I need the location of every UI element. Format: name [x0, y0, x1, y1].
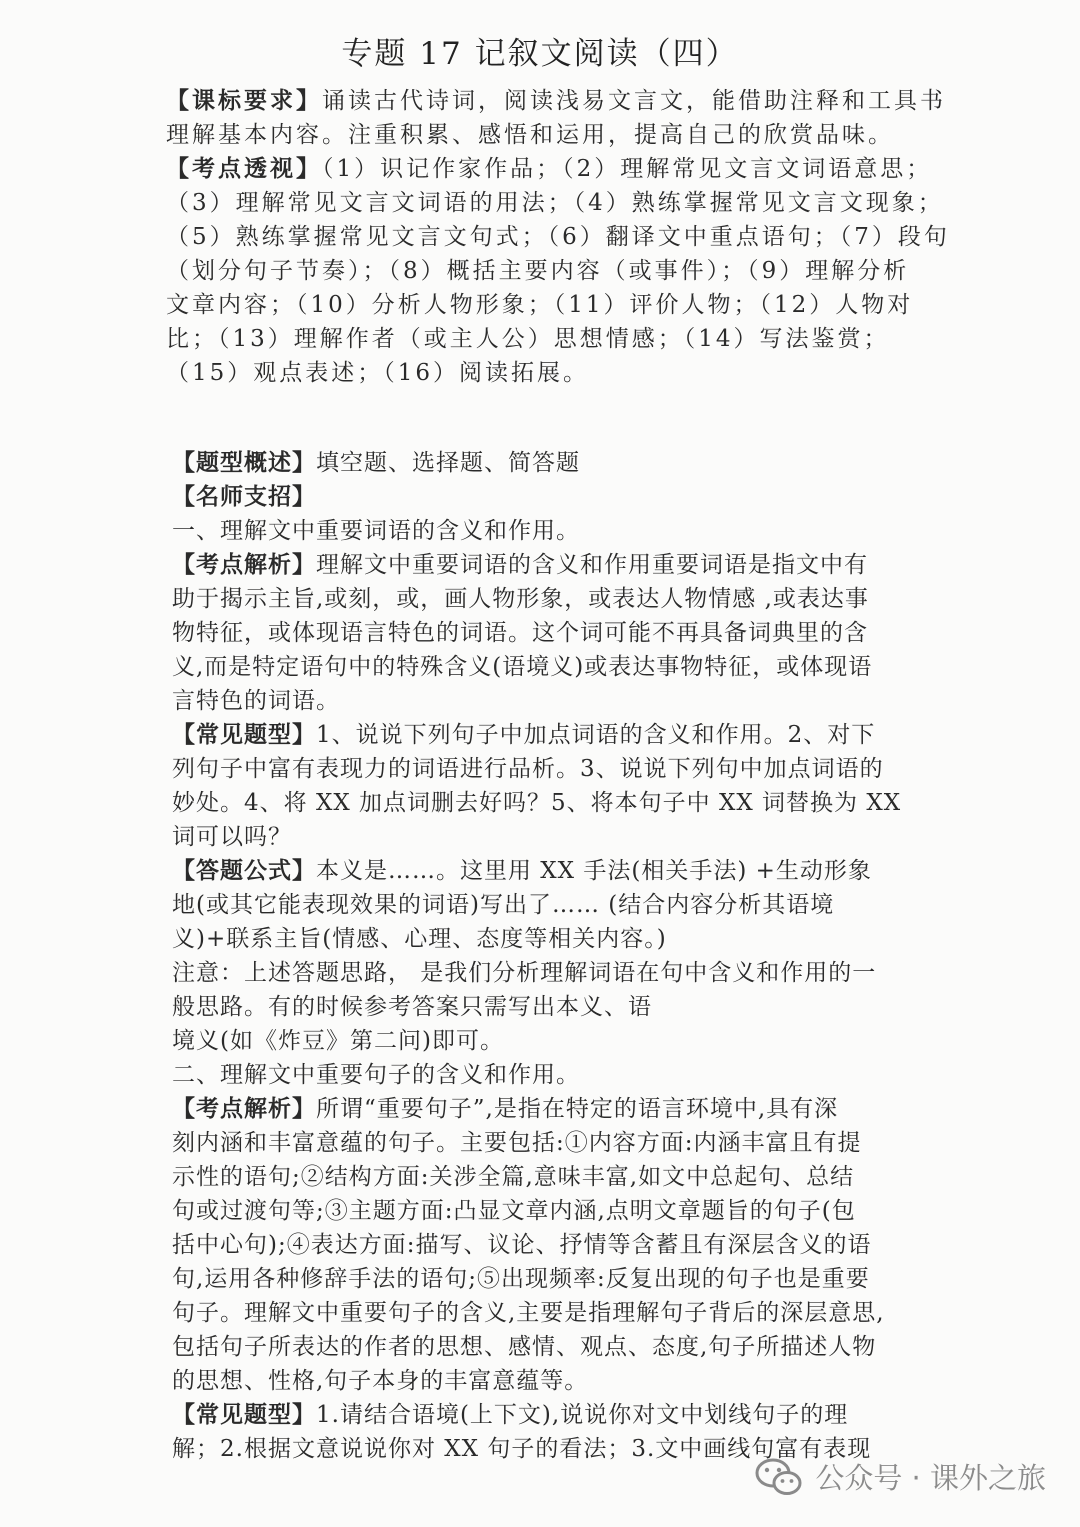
line-text: 境义(如《炸豆》第二问)即可。 — [172, 1028, 504, 1054]
intro-line — [166, 288, 950, 322]
body-line — [172, 684, 901, 718]
line-text: （3）理解常见文言文词语的用法；（4）熟练掌握常见文言文现象； — [166, 190, 944, 216]
body-line — [172, 446, 901, 480]
intro-line — [166, 322, 950, 356]
line-text: （划分句子节奏）；（8）概括主要内容（或事件）；（9）理解分析 — [166, 258, 910, 284]
line-text: 注意：上述答题思路， 是我们分析理解词语在句中含义和作用的一 — [172, 960, 877, 986]
line-text: 理解基本内容。注重积累、感悟和运用，提高自己的欣赏品味。 — [166, 122, 894, 148]
line-text: 解；2.根据文意说说你对 XX 句子的看法；3.文中画线句富有表现 — [172, 1436, 872, 1462]
line-text: 妙处。4、将 XX 加点词删去好吗？5、将本句子中 XX 词替换为 XX — [172, 790, 902, 816]
intro-line — [166, 254, 950, 288]
document-title: 专题 17 记叙文阅读（四） — [341, 36, 739, 72]
section-heading: 【课标要求】 — [166, 87, 322, 114]
line-text: 刻内涵和丰富意蕴的句子。主要包括:①内容方面:内涵丰富且有提 — [172, 1130, 862, 1156]
body-line — [172, 1092, 901, 1126]
body-line — [172, 1058, 901, 1092]
section-heading: 【常见题型】 — [172, 721, 316, 748]
line-text: 句,运用各种修辞手法的语句;⑤出现频率:反复出现的句子也是重要 — [172, 1266, 870, 1292]
line-text: 义)+联系主旨(情感、心理、态度等相关内容。) — [172, 926, 667, 952]
section-heading: 【常见题型】 — [172, 1401, 316, 1428]
body-line — [172, 1228, 901, 1262]
body-line — [172, 1398, 901, 1432]
line-text: 地(或其它能表现效果的词语)写出了…… (结合内容分析其语境 — [172, 892, 835, 918]
line-text: （15）观点表述；（16）阅读拓展。 — [166, 360, 590, 386]
line-text: 言特色的词语。 — [172, 688, 340, 714]
line-text: 一、理解文中重要词语的含义和作用。 — [172, 518, 580, 544]
line-text: 填空题、选择题、简答题 — [316, 450, 580, 476]
body-line — [172, 922, 901, 956]
line-text: （5）熟练掌握常见文言文句式；（6）翻译文中重点语句；（7）段句 — [166, 224, 950, 250]
intro-line — [166, 356, 950, 390]
watermark — [755, 1456, 1046, 1497]
section-heading: 【名师支招】 — [172, 483, 316, 510]
line-text: 1、说说下列句子中加点词语的含义和作用。2、对下 — [316, 722, 876, 748]
intro-line — [166, 84, 950, 118]
line-text: 助于揭示主旨,或刻，或，画人物形象，或表达人物情感 ,或表达事 — [172, 586, 869, 612]
line-text: 1.请结合语境(上下文),说说你对文中划线句子的理 — [316, 1402, 849, 1428]
line-text: 诵读古代诗词，阅读浅易文言文，能借助注释和工具书 — [322, 88, 946, 114]
section-heading: 【考点解析】 — [172, 551, 316, 578]
body-line — [172, 480, 901, 514]
line-text: 比；（13）理解作者（或主人公）思想情感；（14）写法鉴赏； — [166, 326, 890, 352]
line-text: 义,而是特定语句中的特殊含义(语境义)或表达事物特征，或体现语 — [172, 654, 873, 680]
section-heading: 【考点解析】 — [172, 1095, 316, 1122]
line-text: 列句子中富有表现力的词语进行品析。3、说说下列句中加点词语的 — [172, 756, 884, 782]
line-text: （1）识记作家作品；（2）理解常见文言文词语意思； — [322, 156, 933, 182]
body-line — [172, 1296, 901, 1330]
line-text: 词可以吗？ — [172, 824, 292, 850]
intro-line — [166, 220, 950, 254]
line-text: 所谓“重要句子”,是指在特定的语言环境中,具有深 — [316, 1096, 839, 1122]
line-text: 包括句子所表达的作者的思想、感情、观点、态度,句子所描述人物 — [172, 1334, 877, 1360]
body-line — [172, 786, 901, 820]
body-line — [172, 514, 901, 548]
body-line — [172, 548, 901, 582]
line-text: 文章内容；（10）分析人物形象；（11）评价人物；（12）人物对 — [166, 292, 914, 318]
body-line — [172, 1024, 901, 1058]
intro-line — [166, 152, 950, 186]
intro-line — [166, 186, 950, 220]
body-line — [172, 1262, 901, 1296]
line-text: 二、理解文中重要句子的含义和作用。 — [172, 1062, 580, 1088]
body-line — [172, 650, 901, 684]
body-line — [172, 1364, 901, 1398]
line-text: 物特征，或体现语言特色的词语。这个词可能不再具备词典里的含 — [172, 620, 868, 646]
body-line — [172, 820, 901, 854]
intro-section — [166, 84, 950, 390]
watermark-text: 公众号 · 课外之旅 — [815, 1461, 1046, 1495]
section-heading: 【答题公式】 — [172, 857, 316, 884]
line-text: 的思想、性格,句子本身的丰富意蕴等。 — [172, 1368, 589, 1394]
body-line — [172, 1126, 901, 1160]
line-text: 示性的语句;②结构方面:关涉全篇,意味丰富,如文中总起句、总结 — [172, 1164, 855, 1190]
body-line — [172, 956, 901, 990]
line-text: 括中心句);④表达方面:描写、议论、抒情等含蓄且有深层含义的语 — [172, 1232, 872, 1258]
body-line — [172, 718, 901, 752]
body-line — [172, 990, 901, 1024]
body-line — [172, 582, 901, 616]
line-text: 理解文中重要词语的含义和作用重要词语是指文中有 — [316, 552, 868, 578]
body-line — [172, 752, 901, 786]
line-text: 般思路。有的时候参考答案只需写出本义、语 — [172, 994, 652, 1020]
body-section — [172, 446, 901, 1466]
line-text: 本义是……。这里用 XX 手法(相关手法) +生动形象 — [316, 858, 872, 884]
body-line — [172, 854, 901, 888]
body-line — [172, 888, 901, 922]
line-text: 句子。理解文中重要句子的含义,主要是指理解句子背后的深层意思, — [172, 1300, 885, 1326]
body-line — [172, 1160, 901, 1194]
section-heading: 【考点透视】 — [166, 155, 322, 182]
line-text: 句或过渡句等;③主题方面:凸显文章内涵,点明文章题旨的句子(包 — [172, 1198, 856, 1224]
intro-line — [166, 118, 950, 152]
body-line — [172, 1194, 901, 1228]
body-line — [172, 1330, 901, 1364]
body-line — [172, 616, 901, 650]
section-heading: 【题型概述】 — [172, 449, 316, 476]
wechat-icon — [755, 1458, 803, 1496]
